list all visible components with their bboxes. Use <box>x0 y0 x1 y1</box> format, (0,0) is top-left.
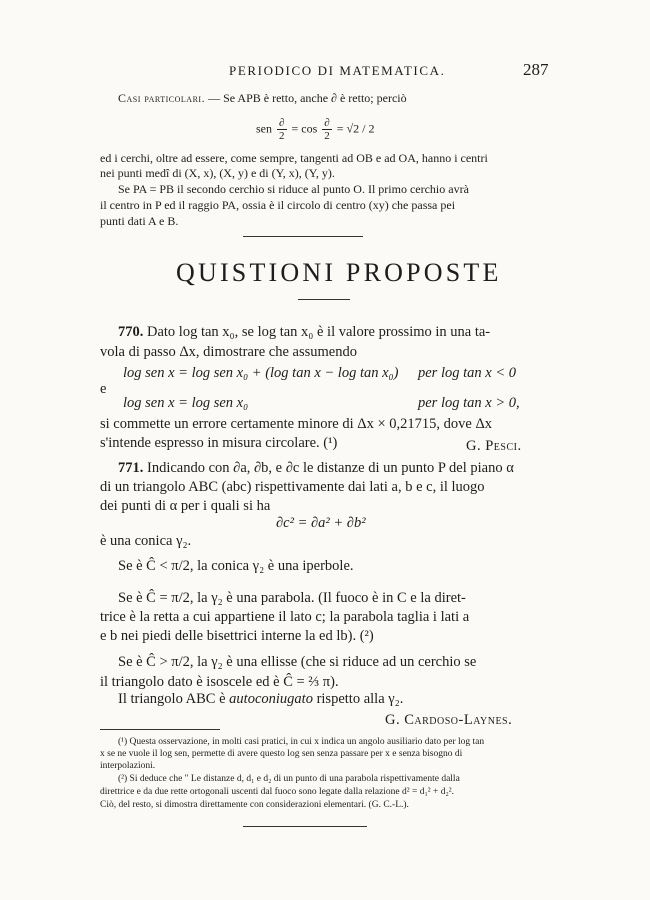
q771-last-pre: Il triangolo ABC è <box>118 691 226 707</box>
q770-cond2: per log tan x > 0, <box>418 395 520 411</box>
footnote-rule <box>100 729 220 730</box>
q770-eq1: log sen x = log sen x₀ + (log tan x − log tan x₀) <box>123 365 399 381</box>
footnote-1-line2: x se ne vuole il log sen, permette di avere questo log sen senza passare per x e senza bisogno di <box>100 749 463 759</box>
fraction-numerator: ∂ <box>277 117 287 130</box>
q771-line2: di un triangolo ABC (abc) rispettivamente dai lati a, b e c, il luogo <box>100 479 485 495</box>
q771-case3b: il triangolo dato è isoscele ed è Ĉ = ⅔ π). <box>100 674 339 690</box>
title-rule <box>298 299 350 300</box>
text-line: il centro in P ed il raggio PA, ossia è il circolo di centro (xy) che passa pei <box>100 198 456 212</box>
formula-sen: sen <box>256 121 272 136</box>
q771-author: G. Cardoso-Laynes. <box>385 712 513 728</box>
footnote-1-line1: (¹) Questa osservazione, in molti casi pratici, in cui x indica un angolo ausiliario dato per log tan <box>118 737 485 747</box>
footnote-2-line3: Ciò, del resto, si dimostra direttamente con considerazioni elementari. (G. C.-L.). <box>100 800 409 810</box>
q770-line1 <box>118 322 490 343</box>
footnote-2-line1: (²) Si deduce che " Le distanze d, d₁ e d₂ di un punto di una parabola rispettivamente dalla <box>118 774 460 784</box>
special-cases-line <box>118 90 407 106</box>
q771-case1: Se è Ĉ < π/2, la conica γ₂ è una iperbole. <box>118 558 354 574</box>
text-line: ed i cerchi, oltre ad essere, come sempre, tangenti ad OB e ad OA, hanno i centri <box>100 151 488 165</box>
q771-text: Indicando con ∂a, ∂b, e ∂c le distanze di un punto P del piano α <box>147 460 514 476</box>
fraction-numerator-2: ∂ <box>322 117 332 130</box>
q770-author: G. Pesci. <box>466 438 522 454</box>
q770-text: Dato log tan x₀, se log tan x₀ è il valore prossimo in una ta- <box>147 324 491 340</box>
fraction-denominator-2: 2 <box>324 130 330 142</box>
q771-last-post: rispetto alla γ₂. <box>316 691 404 707</box>
q770-line3: si commette un errore certamente minore di Δx × 0,21715, dove Δx <box>100 416 493 432</box>
text-line: punti dati A e B. <box>100 214 179 228</box>
q771-line4: è una conica γ₂. <box>100 533 192 549</box>
q770-cond1: per log tan x < 0 <box>418 365 516 381</box>
q771-number: 771. <box>118 460 144 476</box>
page-number: 287 <box>523 60 549 79</box>
fraction-delta-half <box>277 117 287 142</box>
q770-number: 770. <box>118 324 144 340</box>
q770-line2: vola di passo Δx, dimostrare che assumendo <box>100 344 357 360</box>
end-ornament-divider <box>243 826 367 827</box>
q771-case2a: Se è Ĉ = π/2, la γ₂ è una parabola. (Il fuoco è in C e la diret- <box>118 590 466 606</box>
q771-case3a: Se è Ĉ > π/2, la γ₂ è una ellisse (che si riduce ad un cerchio se <box>118 654 477 670</box>
q771-case2b: trice è la retta a cui appartiene il lato c; la parabola taglia i lati a <box>100 609 470 625</box>
text-line: nei punti medî di (X, x), (X, y) e di (Y, x), (Y, y). <box>100 166 335 180</box>
ornament-divider <box>243 236 363 237</box>
fraction-delta-half-2 <box>322 117 332 142</box>
q771-last-italic: autoconiugato <box>229 691 313 707</box>
footnote-1-line3: interpolazioni. <box>100 761 156 771</box>
fraction-denominator: 2 <box>279 130 285 142</box>
q771-line3: dei punti di α per i quali si ha <box>100 498 271 514</box>
formula-sen-cos <box>256 117 374 142</box>
special-cases-text: — Se APB è retto, anche ∂ è retto; perciò <box>208 91 407 105</box>
section-title: QUISTIONI PROPOSTE <box>176 258 502 287</box>
q771-last-line <box>118 689 403 710</box>
special-cases-label: Casi particolari. <box>118 91 206 105</box>
q771-equation: ∂c² = ∂a² + ∂b² <box>276 515 366 531</box>
q771-line1 <box>118 458 514 479</box>
q770-line4: s'intende espresso in misura circolare. (¹) <box>100 435 338 451</box>
formula-sqrt: = √2 / 2 <box>336 121 375 136</box>
footnote-2-line2: direttrice e da due rette ortogonali uscenti dal fuoco sono legate dalla relazione d² = d₁² + d₂². <box>100 787 455 797</box>
running-header: PERIODICO DI MATEMATICA. <box>229 63 446 78</box>
q770-and: e <box>100 381 107 397</box>
text-line: Se PA = PB il secondo cerchio si riduce al punto O. Il primo cerchio avrà <box>118 182 469 196</box>
q770-eq2: log sen x = log sen x₀ <box>123 395 249 411</box>
formula-cos: = cos <box>291 121 318 136</box>
q771-case2c: e b nei piedi delle bisettrici interne la ed lb). (²) <box>100 628 374 644</box>
